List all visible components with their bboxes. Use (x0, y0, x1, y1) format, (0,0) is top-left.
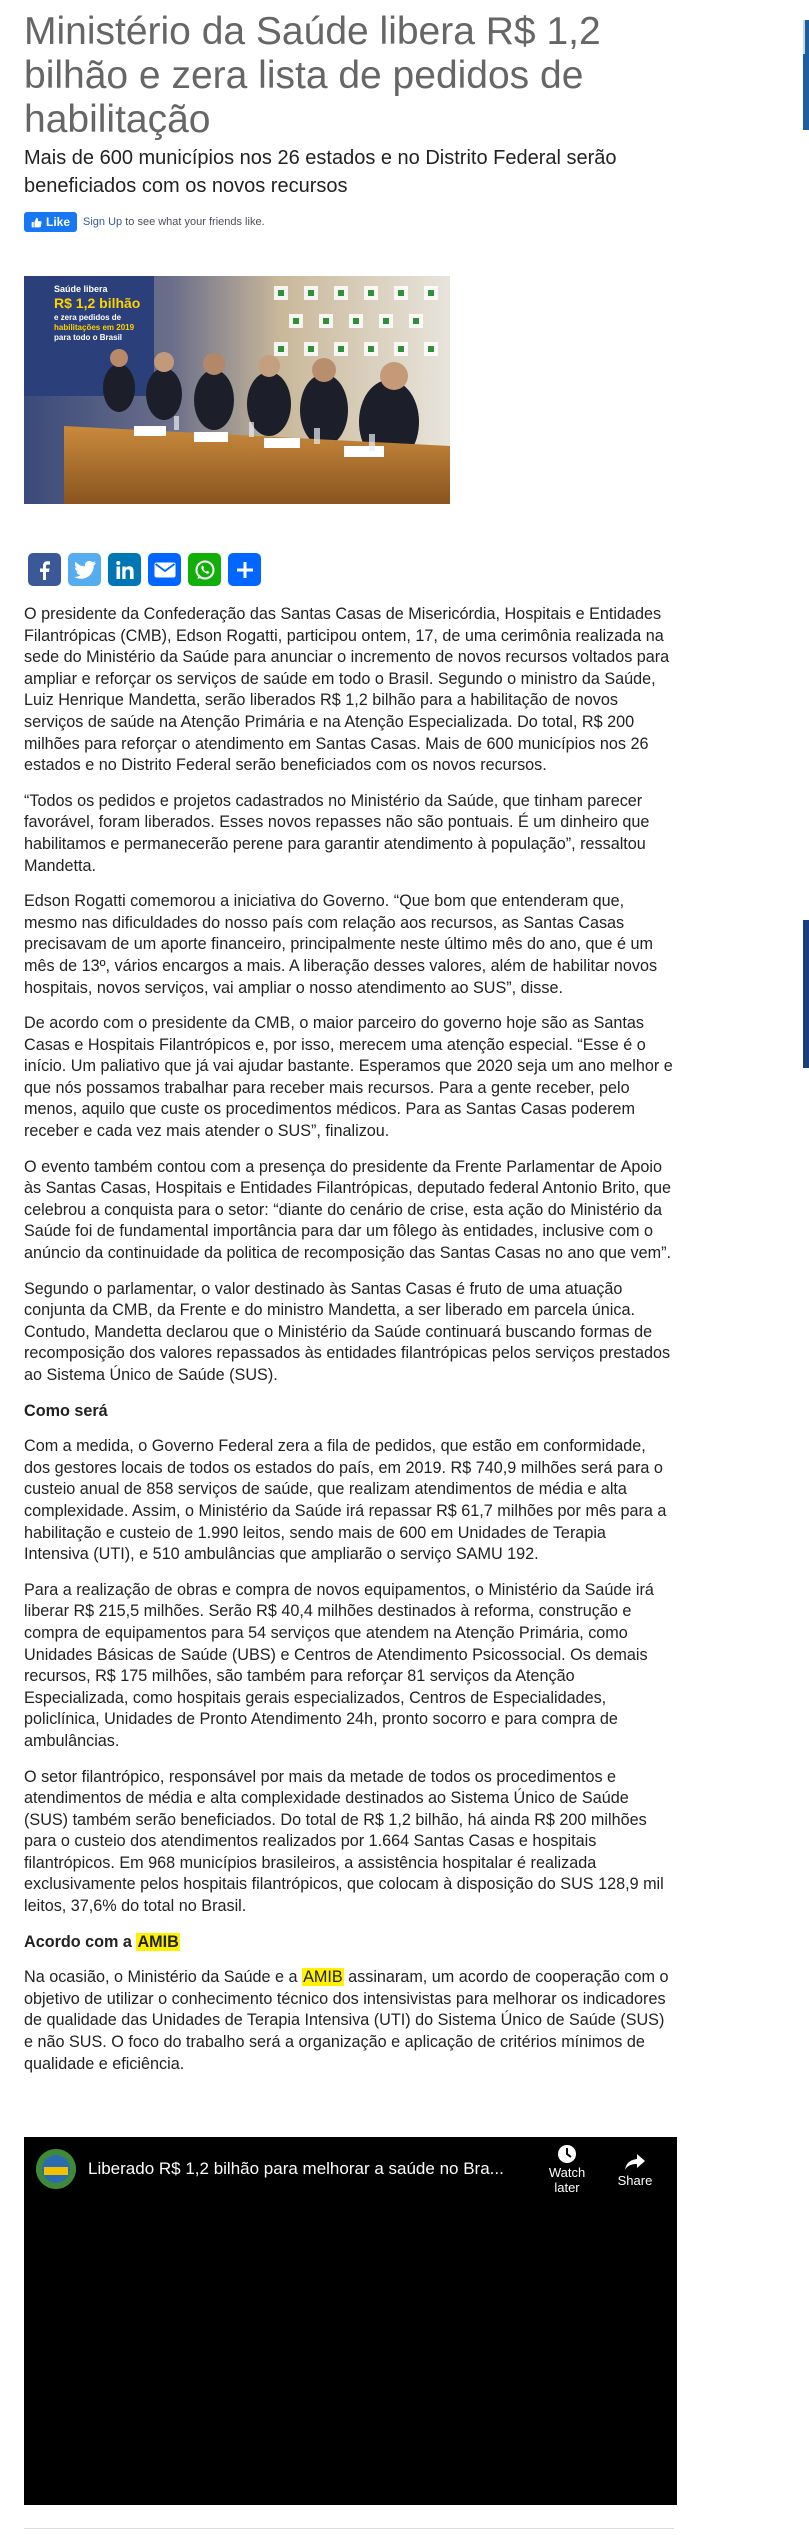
photo-banner-line2: R$ 1,2 bilhão (54, 295, 141, 311)
whatsapp-icon (194, 559, 216, 581)
photo-banner-line1: Saúde libera (54, 284, 108, 294)
youtube-video-embed[interactable] (24, 2137, 677, 2505)
video-title[interactable]: Liberado R$ 1,2 bilhão para melhorar a saúde no Bra... (88, 2159, 504, 2178)
heading-text: Acordo com a (24, 1932, 137, 1951)
video-header (36, 2149, 665, 2195)
article-body (24, 604, 674, 2089)
paragraph: De acordo com o presidente da CMB, o maior parceiro do governo hoje são as Santas Casas e Hospitais Filantrópicos e, por isso, merecem uma atenção especial. “Esse é o início. Um paliativo que já vai ajudar bastante. Esperamos que 2020 seja um ano melhor e que nós possamos trabalhar para receber mais recursos. Para a gente receber, pelo menos, aquilo que custe os procedimentos médicos. Para as Santas Casas poderem receber e cada vez mais atender o SUS”, finalizou. (24, 1014, 673, 1141)
linkedin-icon (115, 560, 135, 580)
channel-logo-icon (36, 2149, 76, 2189)
paragraph: Edson Rogatti comemorou a iniciativa do Governo. “Que bom que entenderam que, mesmo nas dificuldades do nosso país com relação aos recursos, as Santas Casas precisavam de um aporte financeiro, principalmente neste último mês do ano, que é um mês de 13º, vários encargos a mais. A liberação desses valores, além de habilitar novos hospitais, novos serviços, vai ampliar o nosso atendimento ao SUS”, disse. (24, 892, 658, 997)
paragraph: Para a realização de obras e compra de novos equipamentos, o Ministério da Saúde irá liberar R$ 215,5 milhões. Serão R$ 40,4 milhões destinados à reforma, construção e compra de equipamentos para 54 serviços que atendem na Atenção Primária, como Unidades Básicas de Saúde (UBS) e Centros de Atendimento Psicossocial. Os demais recursos, R$ 175 milhões, são também para reforçar 81 serviços da Atenção Especializada, como hospitais gerais especializados, Centros de Especialidades, policlínica, Unidades de Pronto Atendimento 24h, pronto socorro e para compra de ambulâncias. (24, 1580, 654, 1750)
share-more-button[interactable] (228, 553, 261, 586)
share-twitter-button[interactable] (68, 553, 101, 586)
highlighted-term: AMIB (137, 1932, 179, 1951)
paragraph: “Todos os pedidos e projetos cadastrados no Ministério da Saúde, que tinham parecer favorável, foram liberados. Esses novos repasses não são pontuais. É um dinheiro que habilitamos e permanecerão perene para garantir atendimento à população”, ressaltou Mandetta. (24, 791, 650, 875)
email-icon (154, 562, 176, 578)
article-photo (24, 276, 450, 504)
paragraph-text: Na ocasião, o Ministério da Saúde e a (24, 1968, 303, 1987)
photo-banner-line3: e zera pedidos de (54, 313, 122, 322)
video-share-label: Share (617, 2172, 653, 2188)
thumbs-up-icon (31, 217, 42, 228)
photo-banner-line5: para todo o Brasil (54, 333, 123, 342)
share-bar (28, 553, 261, 586)
sidebar-edge (803, 20, 805, 54)
twitter-icon (74, 560, 96, 580)
article-title: Ministério da Saúde libera R$ 1,2 bilhão e zera lista de pedidos de habilitação (24, 10, 601, 141)
divider (24, 2528, 674, 2529)
facebook-icon (35, 560, 55, 580)
share-whatsapp-button[interactable] (188, 553, 221, 586)
paragraph: Segundo o parlamentar, o valor destinado às Santas Casas é fruto de uma atuação conjunta da CMB, da Frente e do ministro Mandetta, a ser liberado em parcela única. Contudo, Mandetta declarou que o Ministério da Saúde continuará buscando formas de recomposição dos valores repassados às entidades filantrópicas pelos serviços prestados ao Sistema Único de Saúde (SUS). (24, 1279, 671, 1384)
watch-later-label: Watch later (548, 2165, 586, 2195)
facebook-signup-text: to see what your friends like. (125, 216, 265, 228)
paragraph: Com a medida, o Governo Federal zera a fila de pedidos, que estão em conformidade, dos gestores locais de todos os estados do país, em 2019. R$ 740,9 milhões será para o custeio anual de 858 serviços de saúde, que realizam atendimentos de média e alta complexidade. Assim, o Ministério da Saúde irá repassar R$ 61,7 milhões por mês para a habilitação e custeio de 1.990 leitos, sendo mais de 600 em Unidades de Terapia Intensiva (UTI), e 510 ambulâncias que ampliarão o serviço SAMU 192. (24, 1437, 667, 1564)
article-subtitle: Mais de 600 municípios nos 26 estados e no Distrito Federal serão beneficiados com os novos recursos (24, 147, 617, 197)
paragraph: O setor filantrópico, responsável por mais da metade de todos os procedimentos e atendimentos de média e alta complexidade destinados ao Sistema Único de Saúde (SUS) também serão beneficiados. Do total de R$ 1,2 bilhão, há ainda R$ 200 milhões para o custeio dos atendimentos realizados por 1.664 Santas Casas e hospitais filantrópicos. Em 968 municípios brasileiros, a assistência hospitalar é realizada exclusivamente pelos hospitais filantrópicos, que colocam à disposição do SUS 128,9 mil leitos, 37,6% do total no Brasil. (24, 1767, 664, 1916)
facebook-signup-link[interactable]: Sign Up (83, 216, 123, 228)
clock-icon (557, 2144, 577, 2164)
paragraph-text: assinaram, um acordo de cooperação com o objetivo de utilizar o conhecimento técnico dos intensivistas para melhorar os indicadores de qualidade das Unidades de Terapia Intensiva (UTI) do Sistema Único de Saúde (SUS) e não SUS. O foco do trabalho será a organização e aplicação de critérios mínimos de qualidade e eficiência. (24, 1968, 669, 2073)
highlighted-term: AMIB (303, 1968, 343, 1987)
paragraph: O evento também contou com a presença do presidente da Frente Parlamentar de Apoio às Santas Casas, Hospitais e Entidades Filantrópicas, deputado federal Antonio Brito, que celebrou a conquista para o setor: “diante do cenário de crise, esta ação do Ministério da Saúde foi de fundamental importância para dar um fôlego às entidades, inclusive com o anúncio da continuidade da politica de recomposição das Santas Casas no ano que vem”. (24, 1157, 672, 1263)
share-facebook-button[interactable] (28, 553, 61, 586)
section-heading (24, 1932, 674, 1954)
facebook-like-widget (24, 212, 265, 232)
facebook-like-button[interactable] (24, 212, 77, 232)
share-linkedin-button[interactable] (108, 553, 141, 586)
sidebar-accent-mid (803, 920, 809, 1068)
paragraph (24, 1967, 674, 2075)
photo-banner-line4: habilitações em 2019 (54, 323, 135, 332)
share-arrow-icon (624, 2152, 646, 2172)
share-plus-icon (235, 560, 255, 580)
channel-avatar[interactable] (36, 2149, 76, 2189)
share-email-button[interactable] (148, 553, 181, 586)
section-heading: Como será (24, 1401, 108, 1420)
paragraph: O presidente da Confederação das Santas Casas de Misericórdia, Hospitais e Entidades Filantrópicas (CMB), Edson Rogatti, participou ontem, 17, de uma cerimônia realizada na sede do Ministério da Saúde para anunciar o incremento de novos recursos voltados para ampliar e reforçar os serviços de saúde em todo o Brasil. Segundo o ministro da Saúde, Luiz Henrique Mandetta, serão liberados R$ 1,2 bilhão para a habilitação de novos serviços de saúde na Atenção Primária e na Atenção Especializada. Do total, R$ 200 milhões para reforçar o atendimento em Santas Casas. Mais de 600 municípios nos 26 estados e no Distrito Federal serão beneficiados com os novos recursos. (24, 605, 670, 775)
video-share-button[interactable] (605, 2151, 665, 2188)
watch-later-button[interactable] (537, 2143, 597, 2195)
facebook-like-label: Like (46, 215, 71, 229)
